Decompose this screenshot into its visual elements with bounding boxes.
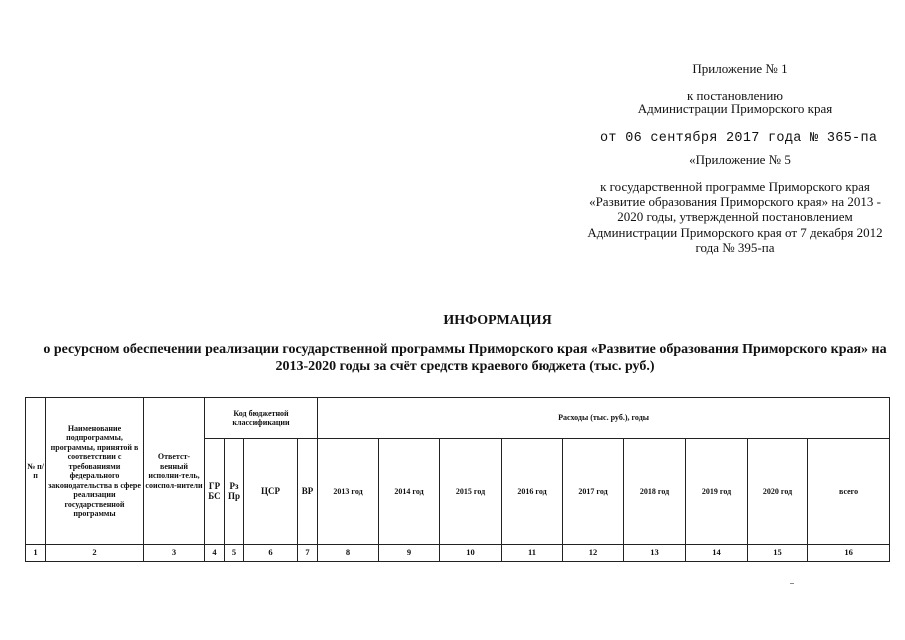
header-year-2018: 2018 год [624, 439, 686, 545]
column-number: 15 [748, 545, 808, 562]
column-number: 6 [244, 545, 298, 562]
header-col-executor: Ответст-венный исполни-тель, соиспол-нители [144, 398, 205, 545]
resource-table [25, 397, 890, 562]
header-expenses-group: Расходы (тыс. руб.), годы [318, 398, 890, 439]
header-col-name: Наименование подпрограммы, программы, принятой в соответствии с требованиями федерального законодательства в сфере реализации государственной программы [46, 398, 144, 545]
header-col-grbs: ГР БС [205, 439, 225, 545]
page-title: ИНФОРМАЦИЯ [443, 313, 552, 328]
header-col-no: № п/п [26, 398, 46, 545]
column-number: 3 [144, 545, 205, 562]
header-col-vr: ВР [298, 439, 318, 545]
column-number: 8 [318, 545, 379, 562]
header-year-2017: 2017 год [563, 439, 624, 545]
column-number: 1 [26, 545, 46, 562]
column-number: 11 [502, 545, 563, 562]
column-number: 13 [624, 545, 686, 562]
header-total: всего [808, 439, 890, 545]
header-col-csr: ЦСР [244, 439, 298, 545]
annex-ref-line: к постановлению [686, 88, 784, 103]
annex-date-stamp: от 06 сентября 2017 года № 365-па [600, 131, 878, 146]
header-year-2019: 2019 год [686, 439, 748, 545]
page-subtitle: о ресурсном обеспечении реализации государственной программы Приморского края «Развитие образования Приморского края» на 2013-2020 годы за счёт средств краевого бюджета (тыс. руб.) [43, 342, 887, 374]
column-number: 16 [808, 545, 890, 562]
header-budget-code-group: Код бюджетной классификации [205, 398, 318, 439]
header-year-2015: 2015 год [440, 439, 502, 545]
column-number: 10 [440, 545, 502, 562]
header-year-2016: 2016 год [502, 439, 563, 545]
annex-authority: Администрации Приморского края [637, 101, 833, 116]
header-year-2014: 2014 год [379, 439, 440, 545]
column-number: 7 [298, 545, 318, 562]
column-number: 2 [46, 545, 144, 562]
column-number: 12 [563, 545, 624, 562]
column-number: 4 [205, 545, 225, 562]
column-number: 9 [379, 545, 440, 562]
annex5-number: «Приложение № 5 [689, 152, 791, 167]
annex-number: Приложение № 1 [692, 61, 788, 76]
header-year-2013: 2013 год [318, 439, 379, 545]
annex5-program-ref: к государственной программе Приморского края «Развитие образования Приморского края» на 2013 - 2020 годы, утвержденной постановлением Администрации Приморского края от 7 декабря 2012 года № 395-па [587, 179, 883, 255]
column-number: 5 [225, 545, 244, 562]
column-number: 14 [686, 545, 748, 562]
header-col-rzpr: Рз Пр [225, 439, 244, 545]
header-year-2020: 2020 год [748, 439, 808, 545]
scan-speck [790, 583, 794, 584]
